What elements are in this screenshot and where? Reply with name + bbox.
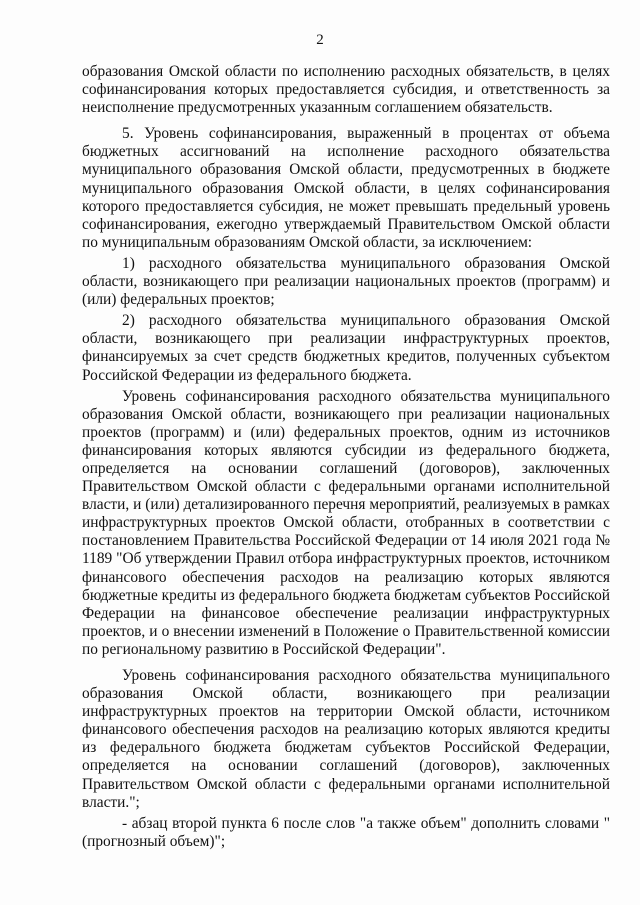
page-number: 2 [316, 32, 324, 48]
paragraph-item-5: 5. Уровень софинансирования, выраженный в процентах от объема бюджетных ассигнований на исполнение расходного обязательства муниципального образования Омской области, предусмотренных в бюджете муниципального образования Омской области, в целях софинансирования которого предоставляется субсидия, не может превышать предельный уровень софинансирования, ежегодно утверждаемый Правительством Омской области по муниципальным образованиям Омской области, за исключением: [82, 125, 610, 251]
paragraph-subitem-2: 2) расходного обязательства муниципального образования Омской области, возникающего при реализации инфраструктурных проектов, финансируемых за счет средств бюджетных кредитов, полученных субъектом Российской Федерации из федерального бюджета. [82, 312, 610, 384]
paragraph-subitem-1: 1) расходного обязательства муниципального образования Омской области, возникающего при реализации национальных проектов (программ) и (или) федеральных проектов; [82, 254, 610, 309]
paragraph-cofinancing-national: Уровень софинансирования расходного обязательства муниципального образования Омской области, возникающего при реализации национальных проектов (программ) и (или) федеральных проектов, одним из источников финансирования которых являются субсидии из федерального бюджета, определяется на основании соглашений (договоров), заключенных Правительством Омской области с федеральными органами исполнительной власти, и (или) детализированного перечня мероприятий, реализуемых в рамках инфраструктурных проектов Омской области, отобранных в соответствии с постановлением Правительства Российской Федерации от 14 июля 2021 года № 1189 "Об утверждении Правил отбора инфраструктурных проектов, источником финансового обеспечения расходов на реализацию которых являются бюджетные кредиты из федерального бюджета бюджетам субъектов Российской Федерации на финансовое обеспечение реализации инфраструктурных проектов, и о внесении изменений в Положение о Правительственной комиссии по региональному развитию в Российской Федерации". [82, 387, 610, 658]
paragraph-continuation: образования Омской области по исполнению расходных обязательств, в целях софинансирования которых предоставляется субсидия, и ответственность за неисполнение предусмотренных указанным соглашением обязательств. [82, 63, 610, 117]
paragraph-amendment: - абзац второй пункта 6 после слов "а также объем" дополнить словами "(прогнозный объем)"; [82, 814, 610, 850]
paragraph-cofinancing-infrastructure: Уровень софинансирования расходного обязательства муниципального образования Омской области, возникающего при реализации инфраструктурных проектов на территории Омской области, источником финансового обеспечения расходов на реализацию которых являются кредиты из федерального бюджета бюджетам субъектов Российской Федерации, определяется на основании соглашений (договоров), заключенных Правительством Омской области с федеральными органами исполнительной власти."; [82, 667, 610, 811]
document-body [82, 63, 610, 851]
